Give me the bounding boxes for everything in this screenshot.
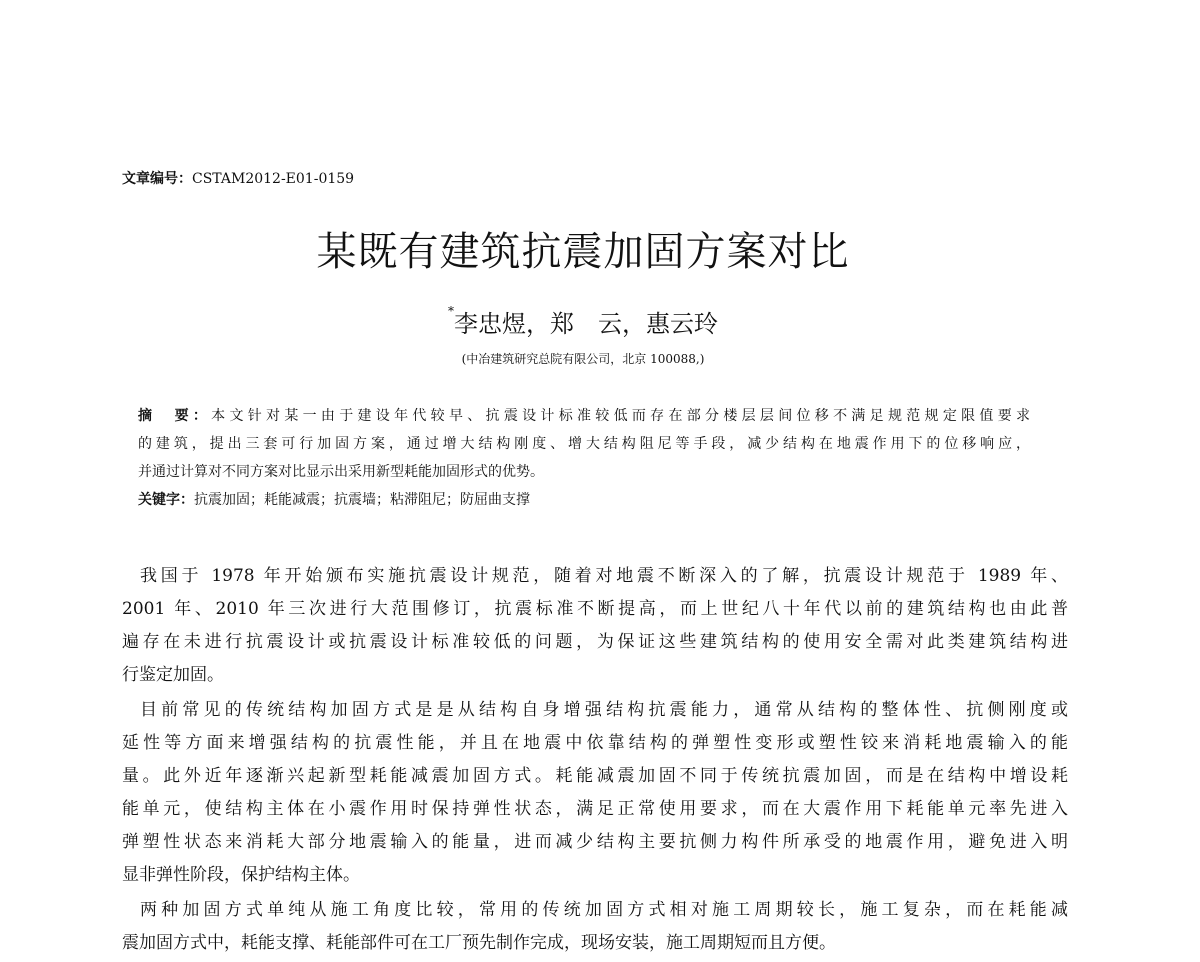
affiliation: (中冶建筑研究总院有限公司，北京 100088,)	[461, 352, 705, 366]
article-number-value: CSTAM2012-E01-0159	[192, 171, 355, 187]
abstract-line: 的建筑，提出三套可行加固方案，通过增大结构刚度、增大结构阻尼等手段，减少结构在地震作用下的位移响应，	[138, 436, 1030, 452]
paragraph-line: 我国于 1978 年开始颁布实施抗震设计规范，随着对地震不断深入的了解，抗震设计规范于 1989 年、	[140, 566, 1068, 586]
paragraph	[122, 894, 1068, 960]
abstract-label: 摘 要：	[138, 408, 212, 424]
paragraph-line: 量。此外近年逐渐兴起新型耗能减震加固方式。耗能减震加固不同于传统抗震加固，而是在结构中增设耗	[122, 766, 1068, 786]
abstract-line	[138, 402, 1030, 430]
paper-title: 某既有建筑抗震加固方案对比	[316, 229, 850, 275]
abstract-line: 并通过计算对不同方案对比显示出采用新型耗能加固形式的优势。	[138, 464, 544, 480]
keywords-value: 抗震加固；耗能减震；抗震墙；粘滞阻尼；防屈曲支撑	[194, 492, 530, 508]
author-names: 李忠煜，郑 云，惠云玲	[454, 310, 718, 338]
paragraph-line: 两种加固方式单纯从施工角度比较，常用的传统加固方式相对施工周期较长，施工复杂，而在耗能减	[140, 900, 1068, 920]
keywords	[138, 486, 1030, 514]
article-number	[122, 168, 354, 188]
paragraph-line: 2001 年、2010 年三次进行大范围修订，抗震标准不断提高，而上世纪八十年代以前的建筑结构也由此普	[122, 599, 1068, 619]
paragraph-line: 弹塑性状态来消耗大部分地震输入的能量，进而减少结构主要抗侧力构件所承受的地震作用，避免进入明	[122, 832, 1068, 852]
paragraph-line: 能单元，使结构主体在小震作用时保持弹性状态，满足正常使用要求，而在大震作用下耗能单元率先进入	[122, 799, 1068, 819]
keywords-label: 关键字：	[138, 492, 194, 508]
abstract	[138, 402, 1030, 514]
paragraph	[122, 560, 1068, 692]
paragraph-line: 行鉴定加固。	[122, 665, 224, 685]
paragraph-line: 延性等方面来增强结构的抗震性能，并且在地震中依靠结构的弹塑性变形或塑性铰来消耗地震输入的能	[122, 733, 1068, 753]
paragraph-line: 震加固方式中，耗能支撑、耗能部件可在工厂预先制作完成，现场安装，施工周期短而且方便。	[122, 933, 836, 953]
authors	[0, 304, 1166, 339]
abstract-text: 本文针对某一由于建设年代较早、抗震设计标准较低而存在部分楼层层间位移不满足规范规定限值要求	[211, 408, 1030, 424]
paragraph	[122, 694, 1068, 892]
article-number-label: 文章编号：	[122, 171, 192, 187]
corresponding-author-mark: *	[448, 304, 454, 318]
paragraph-line: 显非弹性阶段，保护结构主体。	[122, 865, 360, 885]
paragraph-line: 目前常见的传统结构加固方式是是从结构自身增强结构抗震能力，通常从结构的整体性、抗侧刚度或	[140, 700, 1068, 720]
paragraph-line: 遍存在未进行抗震设计或抗震设计标准较低的问题，为保证这些建筑结构的使用安全需对此类建筑结构进	[122, 632, 1068, 652]
body-text	[122, 560, 1068, 962]
